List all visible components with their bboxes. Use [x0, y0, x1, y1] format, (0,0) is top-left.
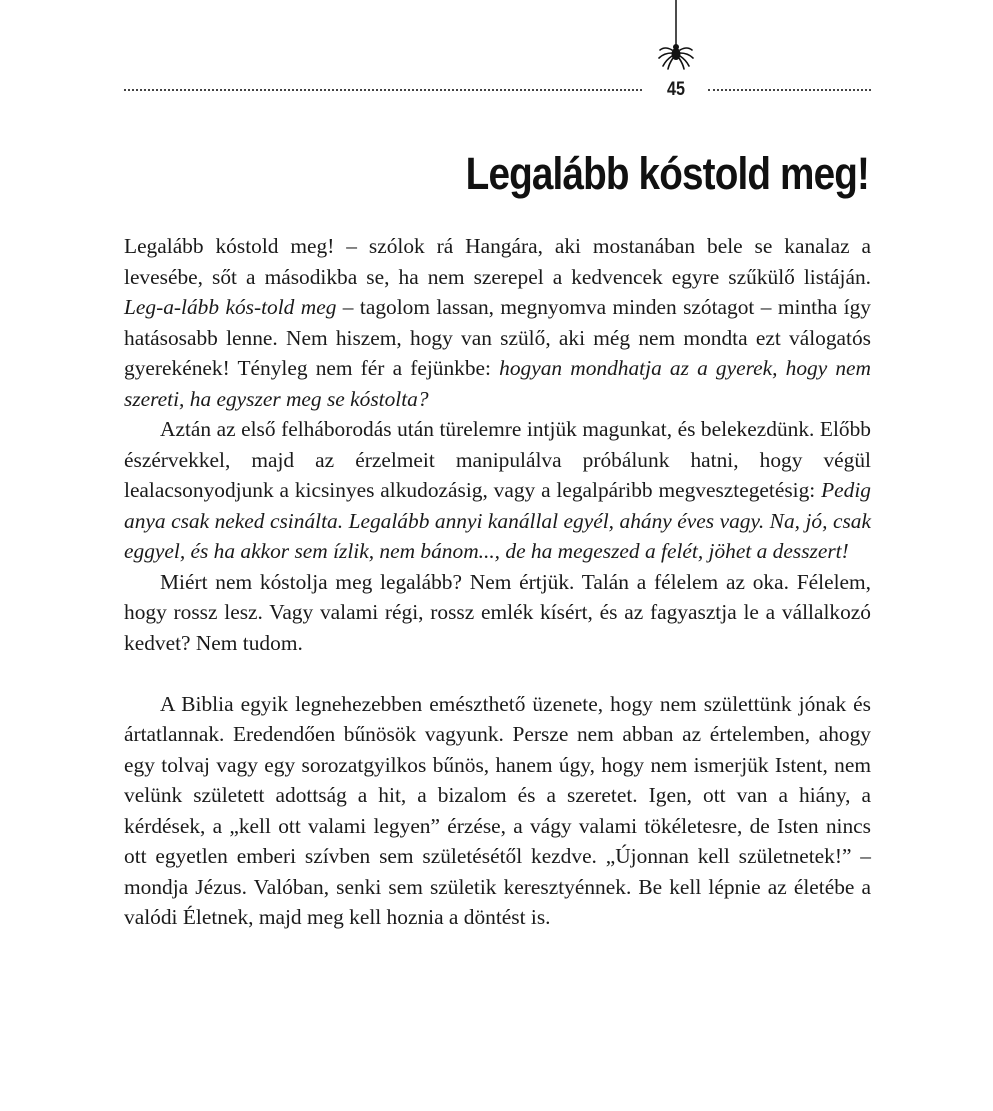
paragraph-2	[124, 414, 871, 567]
spider-icon	[651, 0, 701, 75]
paragraph-1-text-a: Legalább kóstold meg! – szólok rá Hangára, aki mostanában bele se kanalaz a levesébe, sőt a másodikba se, ha nem szerepel a kedvencek egyre szűkülő listáján.	[124, 234, 871, 289]
body-text	[124, 231, 871, 933]
page-number: 45	[667, 79, 685, 100]
paragraph-4: A Biblia egyik legnehezebben emészthető üzenete, hogy nem születtünk jónak és ártatlannak. Eredendően bűnösök vagyunk. Persze nem abban az értelemben, ahogy egy tolvaj vagy egy sorozatgyilkos bűnös, hanem úgy, hogy nem ismerjük Istent, nem velünk született adottság a hit, a bizalom és a szeretet. Igen, ott van a hiány, a kérdések, a „kell ott valami legyen” érzése, a vágy valami tökéletesre, de Isten nincs ott egyetlen emberi szívben sem születésétől kezdve. „Újonnan kell születnetek!” – mondja Jézus. Valóban, senki sem születik keresztyénnek. Be kell lépnie az életébe a valódi Életnek, majd meg kell hoznia a döntést is.	[124, 691, 871, 929]
header-rule-right	[708, 89, 871, 91]
header-rule-left	[124, 89, 642, 91]
paragraph-1	[124, 231, 871, 414]
chapter-title: Legalább kóstold meg!	[465, 148, 869, 199]
paragraph-1-italic-b: hogyan mondhatja az a gyerek, hogy nem szereti, ha egyszer meg se kóstolta?	[124, 356, 871, 411]
paragraph-2-italic: Pedig anya csak neked csinálta. Legalább annyi kanállal egyél, ahány éves vagy. Na, jó, csak eggyel, és ha akkor sem ízlik, nem bánom..., de ha megeszed a felét, jöhet a desszert!	[124, 478, 871, 563]
paragraph-2-text: Aztán az első felháborodás után türelemre intjük magunkat, és belekezdünk. Előbb észérvekkel, majd az érzelmeit manipulálva próbálunk hatni, hogy végül lealacsonyodjunk a kicsinyes alkudozásig, vagy a legalpáribb megvesztegetésig:	[124, 417, 871, 502]
paragraph-1-italic-a: Leg-a-lább kós-told meg	[124, 295, 337, 319]
paragraph-3: Miért nem kóstolja meg legalább? Nem értjük. Talán a félelem az oka. Félelem, hogy rossz lesz. Vagy valami régi, rossz emlék kísért, és az fagyasztja le a vállalkozó kedvet? Nem tudom.	[124, 569, 871, 655]
paragraph-1-text-b: – tagolom lassan, megnyomva minden szótagot – mintha így hatásosabb lenne. Nem hiszem, hogy van szülő, aki még nem mondta ezt válogatós gyerekének! Tényleg nem fér a fejünkbe:	[124, 295, 871, 380]
